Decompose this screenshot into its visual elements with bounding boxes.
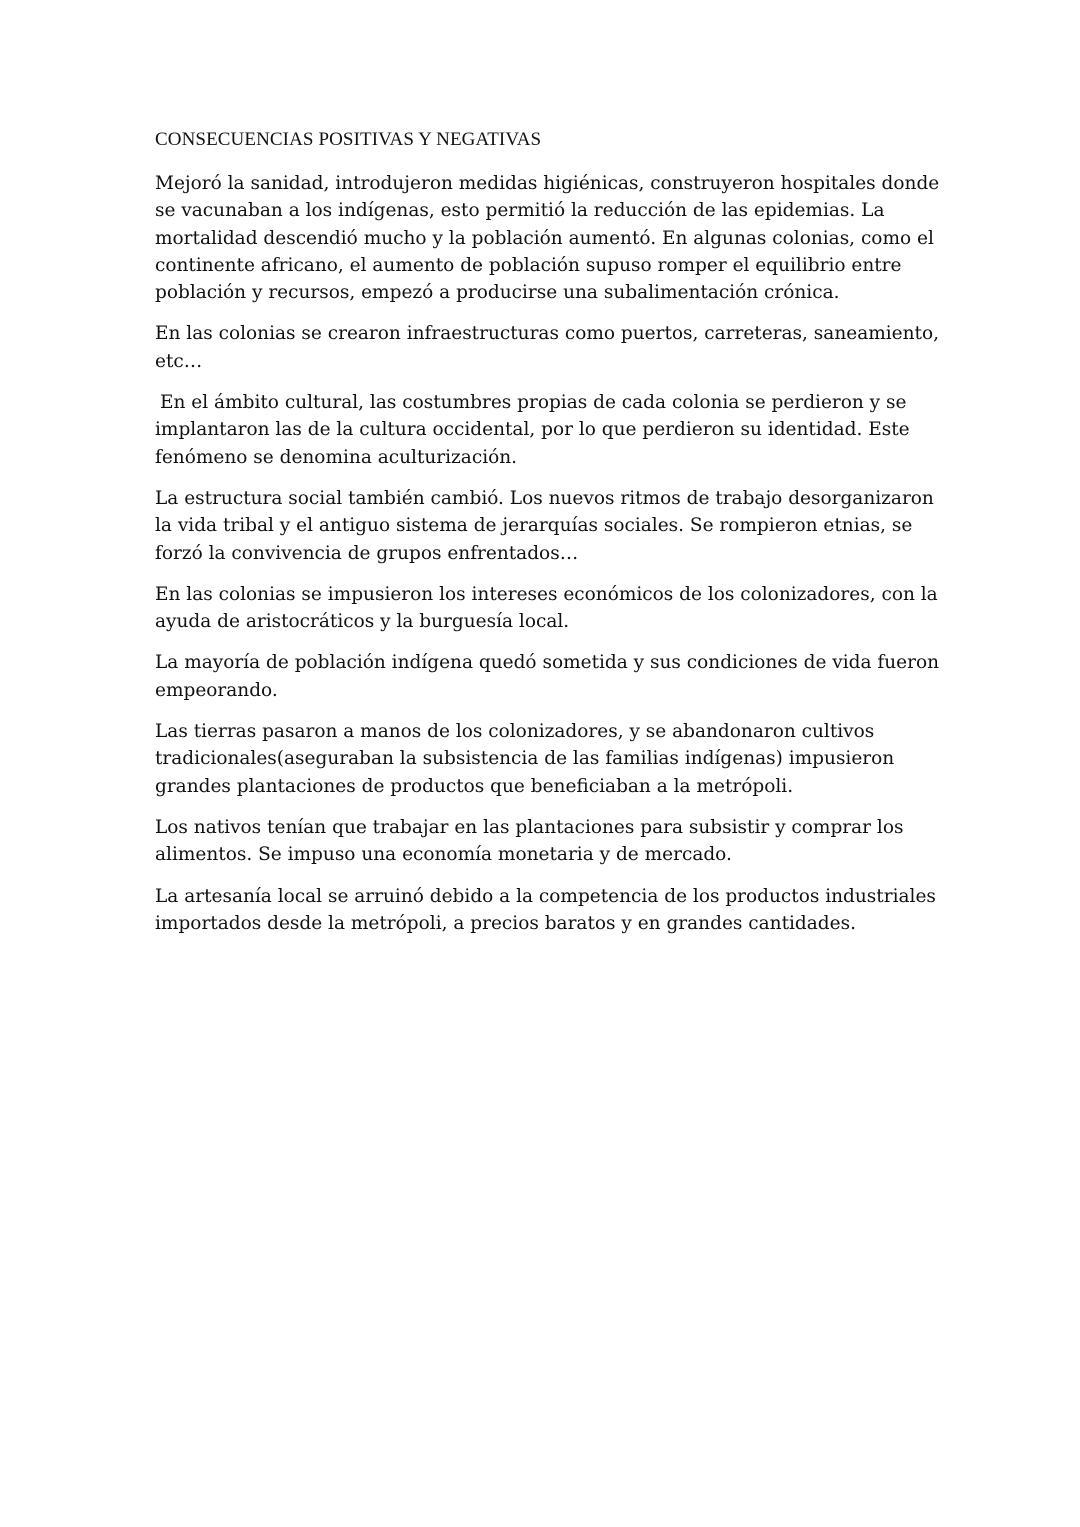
paragraph-artesania: La artesanía local se arruinó debido a la competencia de los productos industriales importados desde la metrópoli, a precios baratos y en grandes cantidades. [155, 885, 936, 934]
document-body [155, 128, 945, 951]
paragraph-estructura-social: La estructura social también cambió. Los nuevos ritmos de trabajo desorganizaron la vida tribal y el antiguo sistema de jerarquías sociales. Se rompieron etnias, se forzó la convivencia de grupos enfrentados… [155, 487, 934, 564]
section-heading: CONSECUENCIAS POSITIVAS Y NEGATIVAS [155, 129, 542, 150]
paragraph-sanidad: Mejoró la sanidad, introdujeron medidas higiénicas, construyeron hospitales donde se vacunaban a los indígenas, esto permitió la reducción de las epidemias. La mortalidad descendió mucho y la población aumentó. En algunas colonias, como el continente africano, el aumento de población supuso romper el equilibrio entre población y recursos, empezó a producirse una subalimentación crónica. [155, 173, 940, 304]
paragraph-intereses-economicos: En las colonias se impusieron los intereses económicos de los colonizadores, con la ayuda de aristocráticos y la burguesía local. [155, 583, 938, 633]
paragraph-poblacion-indigena: La mayoría de población indígena quedó sometida y sus condiciones de vida fueron empeorando. [155, 652, 940, 701]
paragraph-cultural: En el ámbito cultural, las costumbres propias de cada colonia se perdieron y se implantaron las de la cultura occidental, por lo que perdieron su identidad. Este fenómeno se denomina aculturización. [155, 392, 910, 468]
paragraph-tierras: Las tierras pasaron a manos de los colonizadores, y se abandonaron cultivos tradicionales(aseguraban la subsistencia de las familias indígenas) impusieron grandes plantaciones de productos que beneficiaban a la metrópoli. [155, 721, 895, 797]
paragraph-infraestructuras: En las colonias se crearon infraestructuras como puertos, carreteras, saneamiento, etc… [155, 323, 940, 372]
paragraph-nativos: Los nativos tenían que trabajar en las plantaciones para subsistir y comprar los alimentos. Se impuso una economía monetaria y de mercado. [155, 816, 904, 866]
